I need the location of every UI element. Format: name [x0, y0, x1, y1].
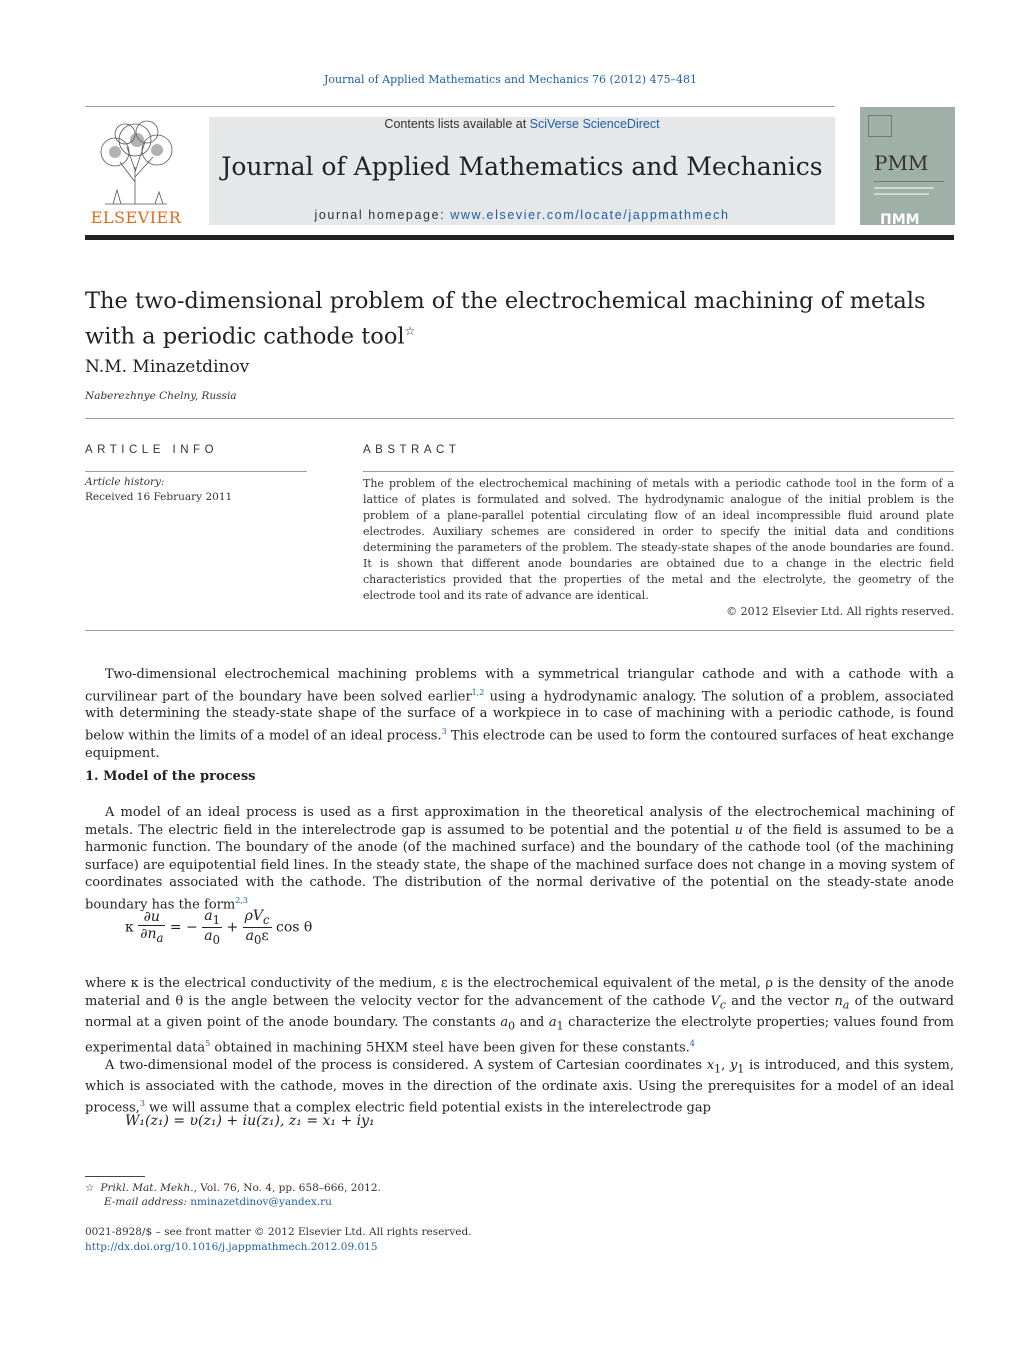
- ref-link[interactable]: 5: [205, 1038, 211, 1048]
- header-thick-rule: [85, 235, 954, 240]
- homepage-line: journal homepage: www.elsevier.com/locate/jappmathmech: [314, 208, 730, 222]
- elsevier-logo[interactable]: [85, 112, 187, 226]
- cover-rule: [874, 193, 929, 195]
- affiliation: Naberezhnye Chelny, Russia: [85, 390, 237, 402]
- cover-rule: [874, 181, 944, 182]
- intro-paragraph: Two-dimensional electrochemical machining problems with a symmetrical triangular cathode and with a cathode with a curvilinear part of the boundary have been solved earlier$^{1,2}$ using a hydrodynamic analogy. The solution of a problem, associated with determining the steady-state shape of the surface of a workpiece in to case of machining with a periodic cathode, is found below within the limits of a model of an ideal process.$^3$ This electrode can be used to form the contoured surfaces of heat exchange equipment.: [85, 667, 954, 761]
- cover-rule: [874, 187, 934, 189]
- contents-line: Contents lists available at SciVerse ScienceDirect: [384, 117, 660, 131]
- section-rule: [85, 630, 954, 631]
- ref-link[interactable]: 3: [139, 1099, 145, 1109]
- ref-link[interactable]: 4: [689, 1038, 695, 1048]
- footnote-rule: [85, 1176, 145, 1177]
- journal-title: Journal of Applied Mathematics and Mechanics: [221, 152, 823, 181]
- elsevier-wordmark: ELSEVIER: [90, 208, 182, 227]
- footnote-source: ☆ Prikl. Mat. Mekh., Vol. 76, No. 4, pp. 658–666, 2012.: [85, 1182, 381, 1194]
- abstract-text: The problem of the electrochemical machining of metals with a periodic cathode tool in the form of a lattice of plates is formulated and solved. The hydrodynamic analogue of the initial problem is the problem of a plane-parallel potential circulating flow of an ideal incompressible fluid around plate electrodes. Auxiliary schemes are considered in order to specify the initial data and conditions determining the parameters of the problem. The steady-state shapes of the anode boundaries are found. It is shown that different anode boundaries are obtained due to a change in the electric field characteristics provided that the properties of the metal and the electrolyte, the geometry of the electrode tool and its rate of advance are identical.: [363, 477, 954, 602]
- ref-link[interactable]: 1,2: [471, 687, 485, 697]
- cover-emblem-icon: [868, 115, 892, 137]
- section-rule: [85, 418, 954, 419]
- issn-line: 0021-8928/$ – see front matter © 2012 Elsevier Ltd. All rights reserved.: [85, 1226, 472, 1238]
- abstract-copyright: © 2012 Elsevier Ltd. All rights reserved.: [726, 605, 954, 618]
- article-info-rule: [85, 471, 307, 472]
- homepage-link[interactable]: www.elsevier.com/locate/jappmathmech: [450, 208, 730, 222]
- journal-cover[interactable]: [860, 107, 955, 228]
- equation-2: W₁(z₁) = υ(z₁) + iu(z₁), z₁ = x₁ + iy₁: [125, 1113, 375, 1129]
- abstract-rule: [363, 471, 954, 472]
- ref-link[interactable]: 2,3: [235, 895, 248, 905]
- body-paragraph: A model of an ideal process is used as a first approximation in the theoretical analysis of the electrochemical machining of metals. The electric field in the interelectrode gap is assumed to be potential and the potential u of the field is assumed to be a harmonic function. The boundary of the anode (of the machined surface) and the boundary of the cathode tool (of the machining surface) are equipotential field lines. In the steady state, the shape of the machined surface does not change in a moving system of coordinates associated with the cathode. The distribution of the normal derivative of the potential on the steady-state anode boundary has the form$^{2,3}$: [85, 805, 954, 912]
- header-rule: [85, 106, 835, 107]
- doi-link[interactable]: http://dx.doi.org/10.1016/j.jappmathmech.2012.09.015: [85, 1241, 378, 1253]
- history-label: Article history:: [85, 476, 165, 488]
- ref-link[interactable]: 3: [441, 726, 447, 736]
- body-paragraph: where κ is the electrical conductivity of the medium, ε is the electrochemical equivalent of the metal, ρ is the density of the anode material and θ is the angle between the velocity vector for the advancement of the cathode $V_c$ and the vector $n_a$ of the outward normal at a given point of the anode boundary. The constants $a_0$ and $a_1$ characterize the electrolyte properties; values found from experimental data$^5$ obtained in machining 5HXM steel have been given for these constants.$^4$ A two-dimensional model of the process is considered. A system of Cartesian coordinates $x_1$, $y_1$ is introduced, and this system, which is associated with the cathode, moves in the direction of the ordinate axis. Using the prerequisites for a model of an ideal process,$^3$ we will assume that a complex electric field potential exists in the interelectrode gap: [85, 976, 955, 1116]
- equation-1: κ $\frac{\partial u}{\partial n_a}$ = − $\frac{a_1}{a_0}$ + $\frac{\rho V_c}{a_0\varepsilon}$ cos θ: [125, 908, 313, 947]
- article-info-label: ARTICLE INFO: [85, 444, 219, 456]
- sciencedirect-link[interactable]: SciVerse ScienceDirect: [529, 117, 660, 131]
- abstract-label: ABSTRACT: [363, 444, 461, 456]
- email-link[interactable]: nminazetdinov@yandex.ru: [190, 1196, 332, 1208]
- section-heading: 1. Model of the process: [85, 769, 256, 784]
- footnote-mark: ☆: [85, 1182, 95, 1194]
- received-date: Received 16 February 2011: [85, 491, 233, 503]
- footnote-email: E-mail address: nminazetdinov@yandex.ru: [104, 1196, 332, 1208]
- cover-title: ПММ: [880, 212, 920, 228]
- title-footnote-mark[interactable]: ☆: [404, 324, 416, 338]
- author-name[interactable]: N.M. Minazetdinov: [85, 357, 250, 377]
- running-head[interactable]: Journal of Applied Mathematics and Mechanics 76 (2012) 475–481: [323, 73, 698, 86]
- cover-abbrev: PMM: [874, 151, 929, 175]
- article-title: The two-dimensional problem of the electrochemical machining of metals with a periodic cathode tool☆: [85, 288, 926, 350]
